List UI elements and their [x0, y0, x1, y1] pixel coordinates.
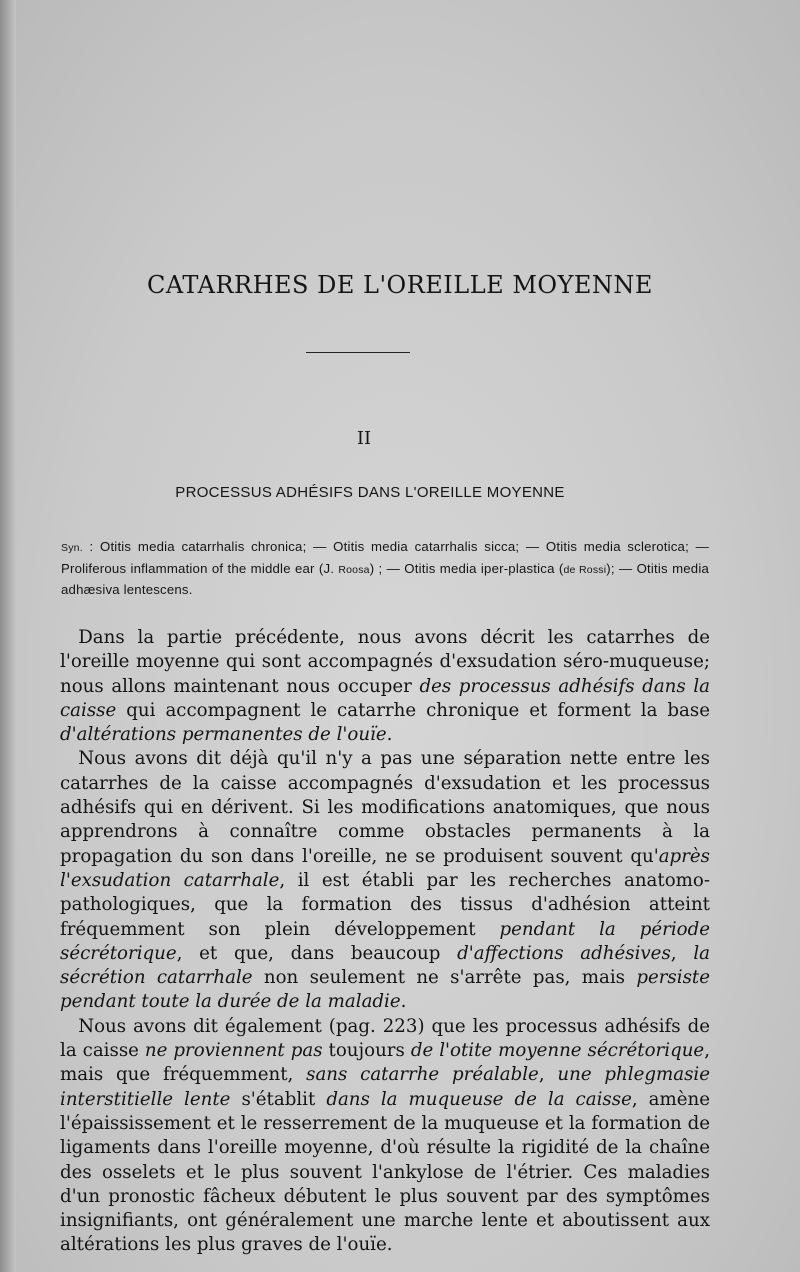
p3-italic-b: ne proviennent pas [144, 1040, 323, 1062]
p3-text-g: , [538, 1064, 558, 1086]
p2-italic-h: la sécrétion catarrhale [60, 942, 710, 989]
paragraph-3 [60, 1015, 710, 1258]
p3-text-e: , mais que fréquemment, [60, 1040, 710, 1086]
title-divider [306, 352, 410, 353]
p3-italic-f: sans catarrhe préalable [306, 1064, 539, 1086]
chapter-title: CATARRHES DE L'OREILLE MOYENNE [147, 271, 653, 299]
body-text [60, 626, 710, 1258]
p2-text-g: , [670, 942, 694, 964]
p3-italic-d: de l'otite moyenne sécrétorique [410, 1040, 705, 1062]
p2-italic-f: d'affections adhésives [457, 942, 671, 964]
chapter-number: II [356, 428, 372, 449]
author-roosa: Roosa [338, 563, 370, 576]
synonyms-block [61, 537, 709, 601]
synonyms-label: Syn. [61, 542, 83, 554]
p3-text-c: toujours [322, 1040, 411, 1062]
p3-italic-k: dans la muqueuse de la caisse [326, 1088, 632, 1110]
p1-text-a: Dans la partie précédente, nous avons décrit les catarrhes de l'oreille moyenne qui sont accompagnés d'exsudation séro-muqueuse; nous allons maintenant nous occuper [60, 627, 710, 697]
author-rossi: Rossi [575, 563, 607, 576]
p2-text-e: , et que, dans beaucoup [176, 942, 458, 964]
paragraph-1 [60, 626, 710, 747]
synonyms-text-2: ) ; — Otitis media iper-plastica ( [369, 560, 564, 576]
p2-text-a: Nous avons dit déjà qu'il n'y a pas une séparation nette entre les catarrhes de la caisse accompagnés d'exsudation et les processus adhésifs qui en dérivent. Si les modifications anatomiques, que nous apprendrons à connaître comme obstacles permanents à la propagation du son dans l'oreille, ne se produisent souvent qu' [60, 748, 710, 867]
p2-italic-b: après l'exsudation catarrhale [60, 845, 710, 891]
p2-italic-k: persiste pendant toute la durée de la maladie [60, 967, 710, 1013]
p1-text-c: qui accompagnent le catarrhe chronique et forment la base [116, 699, 710, 721]
p2-text-l: . [400, 991, 407, 1013]
p3-text-j: s'établit [230, 1088, 327, 1110]
p2-italic-d: pendant la période sécrétorique [60, 918, 710, 964]
author-de: de [563, 563, 576, 576]
paragraph-2 [60, 747, 710, 1014]
p1-italic-d: d'altérations permanentes de l'ouïe [60, 724, 387, 746]
synonyms-text-3: ); — Otitis media adhæsiva lentescens. [61, 560, 709, 597]
p1-italic-b: des processus adhésifs dans la caisse [60, 675, 710, 721]
page-edge-shadow [0, 0, 16, 1272]
p1-text-e: . [386, 724, 393, 746]
p3-text-l: , amène l'épaississement et le resserrement de la muqueuse et la formation de ligaments dans l'oreille moyenne, d'où résulte la rigidité de la chaîne des osselets et le plus souvent l'ankylose de l'étrier. Ces maladies d'un pronostic fâcheux débutent le plus souvent par des symptômes insignifiants, ont généralement une marche lente et aboutissent aux altérations les plus graves de l'ouïe. [60, 1088, 710, 1256]
section-title: PROCESSUS ADHÉSIFS DANS L'OREILLE MOYENNE [175, 484, 565, 501]
p3-italic-h: une phlegmasie interstitielle lente [60, 1064, 710, 1110]
p2-text-j: non seulement ne s'arrête pas, mais [252, 967, 637, 989]
p2-text-c: , il est établi par les recherches anatomo-pathologiques, que la formation des tissus d'adhésion atteint fréquemment son plein développement [60, 869, 710, 940]
synonyms-text-1: : Otitis media catarrhalis chronica; — Otitis media catarrhalis sicca; — Otitis media sclerotica; — Proliferous inflammation of the middle ear (J. [61, 539, 709, 576]
p3-text-a: Nous avons dit également (pag. 223) que les processus adhésifs de la caisse [60, 1015, 710, 1062]
